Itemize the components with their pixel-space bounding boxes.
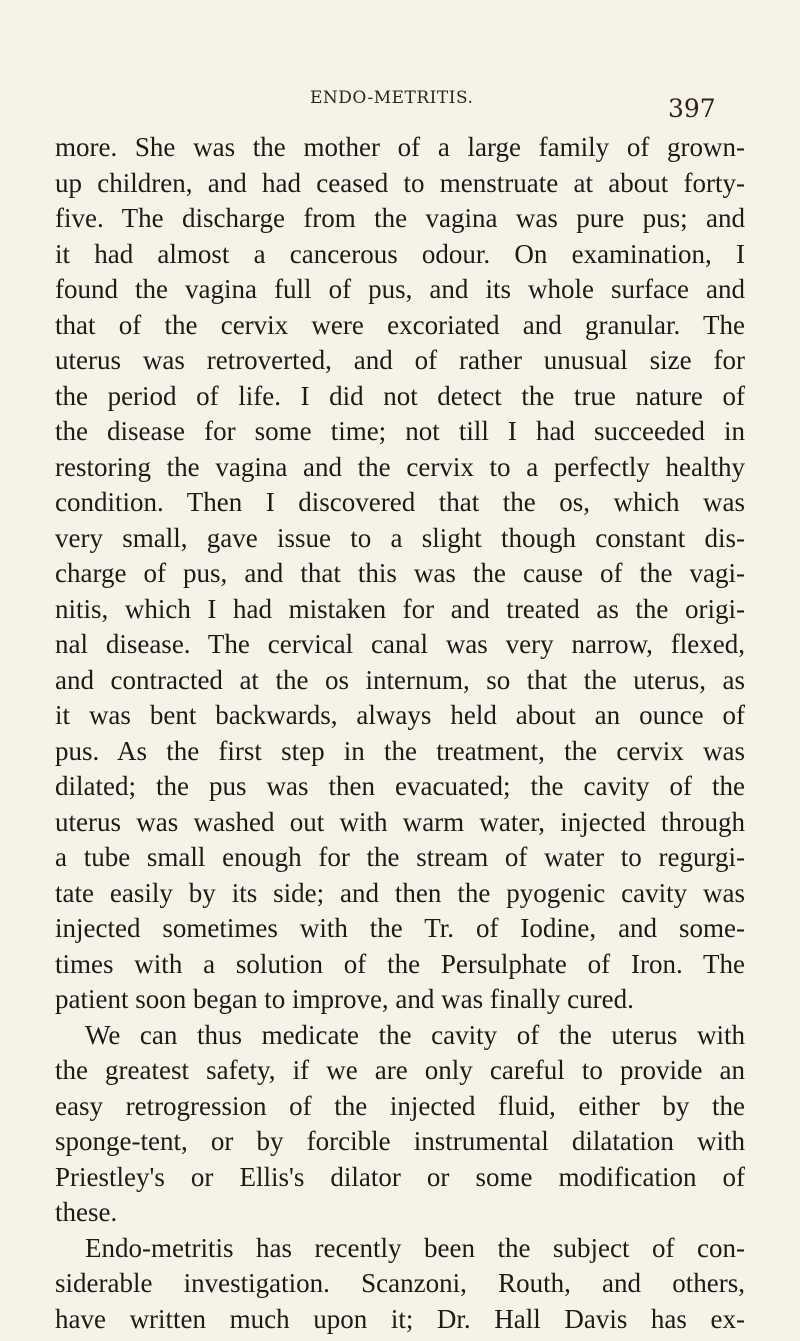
page-number: 397 — [668, 94, 716, 123]
text-line: the greatest safety, if we are only careful to provide an — [55, 1055, 745, 1085]
paragraph-start-line: Endo-metritis has recently been the subject of con- — [85, 1232, 745, 1263]
text-line: it had almost a cancerous odour. On examination, I — [55, 238, 745, 269]
text-line: tate easily by its side; and then the pyogenic cavity was — [55, 877, 745, 908]
text-line: that of the cervix were excoriated and granular. The — [55, 309, 745, 340]
text-line: it was bent backwards, always held about an ounce of — [55, 700, 745, 730]
text-line: Priestley's or Ellis's dilator or some modification of — [55, 1161, 745, 1192]
text-line: very small, gave issue to a slight though constant dis- — [55, 522, 745, 553]
text-line: sponge-tent, or by forcible instrumental dilatation with — [55, 1126, 745, 1156]
text-line: patient soon began to improve, and was finally cured. — [55, 984, 634, 1014]
text-line: uterus was retroverted, and of rather unusual size for — [55, 345, 745, 375]
text-line: a tube small enough for the stream of water to regurgi- — [55, 842, 745, 872]
text-line: restoring the vagina and the cervix to a perfectly healthy — [55, 451, 745, 482]
text-line: up children, and had ceased to menstruate at about forty- — [55, 167, 745, 198]
text-line: siderable investigation. Scanzoni, Routh, and others, — [55, 1268, 745, 1298]
text-line: nal disease. The cervical canal was very narrow, flexed, — [55, 629, 745, 659]
text-line: have written much upon it; Dr. Hall Davis has ex- — [55, 1303, 745, 1334]
text-line: and contracted at the os internum, so that the uterus, as — [55, 664, 745, 695]
text-line: five. The discharge from the vagina was pure pus; and — [55, 203, 745, 233]
text-line: the period of life. I did not detect the true nature of — [55, 380, 745, 411]
paragraph-start-line: We can thus medicate the cavity of the uterus with — [85, 1019, 745, 1050]
text-line: dilated; the pus was then evacuated; the cavity of the — [55, 771, 745, 801]
text-line: nitis, which I had mistaken for and treated as the origi- — [55, 593, 745, 624]
text-line: more. She was the mother of a large family of grown- — [55, 132, 745, 162]
text-line: the disease for some time; not till I had succeeded in — [55, 416, 745, 446]
text-line: charge of pus, and that this was the cause of the vagi- — [55, 558, 745, 588]
running-title: ENDO-METRITIS. — [310, 88, 474, 108]
text-line: uterus was washed out with warm water, injected through — [55, 806, 745, 837]
text-line: these. — [55, 1197, 118, 1227]
text-line: condition. Then I discovered that the os, which was — [55, 487, 745, 517]
body-text — [55, 130, 745, 1337]
page-header — [0, 88, 800, 123]
text-line: pus. As the first step in the treatment, the cervix was — [55, 735, 745, 766]
text-line: times with a solution of the Persulphate of Iron. The — [55, 948, 745, 979]
text-line: easy retrogression of the injected fluid, either by the — [55, 1090, 745, 1121]
text-line: injected sometimes with the Tr. of Iodine, and some- — [55, 913, 745, 943]
text-line: found the vagina full of pus, and its whole surface and — [55, 274, 745, 304]
